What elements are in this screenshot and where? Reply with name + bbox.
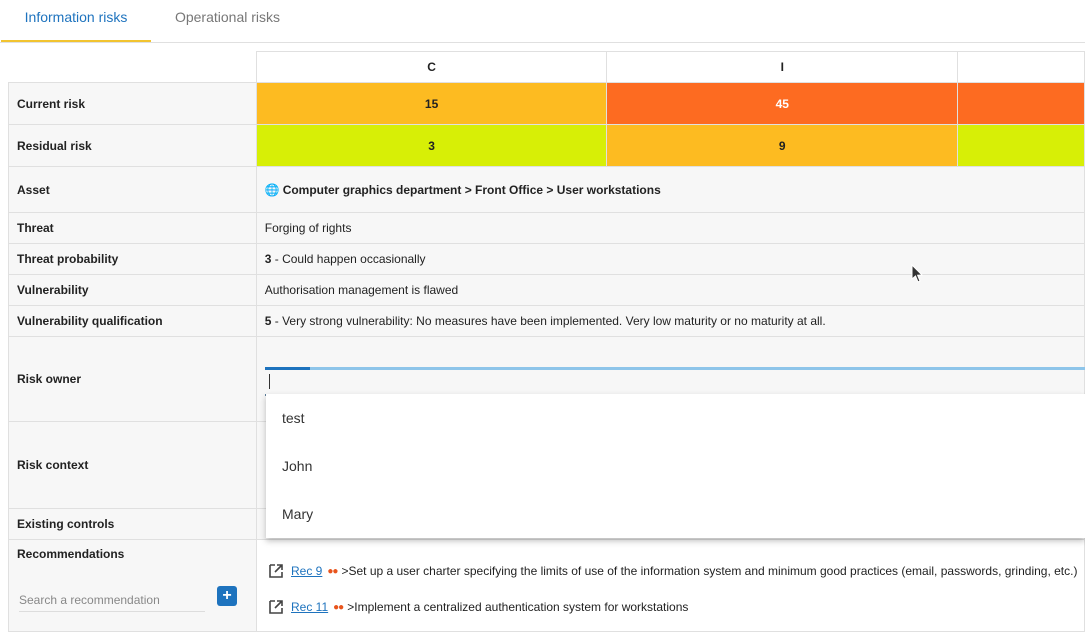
mouse-cursor-icon [911, 264, 925, 284]
risk-owner-label: Risk owner [9, 337, 257, 422]
recommendation-separator: > [341, 564, 349, 578]
residual-risk-label: Residual risk [9, 125, 257, 167]
recommendation-item [267, 598, 688, 616]
external-link-icon[interactable] [267, 562, 285, 580]
current-risk-c-value: 15 [256, 83, 607, 125]
column-header-i: I [607, 52, 958, 83]
recommendations-label-text: Recommendations [17, 547, 125, 561]
asset-value-cell [256, 167, 1084, 213]
threat-probability-label: Threat probability [9, 244, 257, 275]
owner-option-test[interactable]: test [282, 410, 305, 426]
current-risk-row [9, 83, 1085, 125]
residual-risk-row [9, 125, 1085, 167]
tab-operational-risks[interactable]: Operational risks [174, 9, 281, 25]
threat-probability-level: 3 [264, 252, 272, 266]
owner-option-john[interactable]: John [282, 458, 313, 474]
recommendation-link[interactable]: Rec 11 [291, 600, 329, 614]
current-risk-a-value [958, 83, 1085, 125]
text-caret [269, 374, 270, 389]
tab-bar [0, 0, 1085, 43]
recommendation-search [19, 583, 205, 612]
column-header-c: C [256, 52, 607, 83]
current-risk-i-value: 45 [607, 83, 958, 125]
input-loading-indicator [265, 367, 310, 370]
vulnerability-value: Authorisation management is flawed [256, 275, 1084, 306]
risk-owner-input[interactable] [265, 367, 1085, 396]
column-header-row [9, 52, 1085, 83]
recommendations-cell [256, 540, 1084, 632]
recommendation-link[interactable]: Rec 9 [291, 564, 323, 578]
plus-icon: + [222, 587, 232, 604]
recommendation-text: Set up a user charter specifying the limits of use of the information system and minimum good practices (email, passwords, grinding, etc.) [348, 564, 1078, 578]
add-recommendation-button[interactable] [217, 586, 237, 606]
existing-controls-label: Existing controls [9, 509, 257, 540]
threat-probability-value [256, 244, 1084, 275]
vulnerability-qualification-text: - Very strong vulnerability: No measures have been implemented. Very low maturity or no maturity at all. [271, 314, 826, 328]
vulnerability-label: Vulnerability [9, 275, 257, 306]
asset-label: Asset [9, 167, 257, 213]
asset-row [9, 167, 1085, 213]
importance-dots-icon: ●● [333, 601, 344, 613]
input-loading-track [265, 367, 1085, 370]
vulnerability-qualification-value [256, 306, 1084, 337]
recommendation-separator: > [347, 600, 355, 614]
asset-path: Computer graphics department > Front Office > User workstations [282, 182, 661, 197]
importance-dots-icon: ●● [327, 565, 338, 577]
globe-icon: 🌐 [264, 182, 280, 197]
column-header-a [958, 52, 1085, 83]
threat-value: Forging of rights [256, 213, 1084, 244]
residual-risk-a-value [958, 125, 1085, 167]
risk-table [8, 51, 1085, 632]
recommendation-item [267, 562, 1077, 580]
residual-risk-i-value: 9 [607, 125, 958, 167]
header-spacer [9, 52, 257, 83]
vulnerability-level: 5 [264, 314, 272, 328]
recommendation-text: Implement a centralized authentication system for workstations [354, 600, 689, 614]
vulnerability-qualification-row [9, 306, 1085, 337]
owner-option-mary[interactable]: Mary [282, 506, 314, 522]
threat-label: Threat [9, 213, 257, 244]
tab-information-risks[interactable]: Information risks [1, 0, 151, 42]
threat-probability-text: - Could happen occasionally [271, 252, 426, 266]
residual-risk-c-value: 3 [256, 125, 607, 167]
external-link-icon[interactable] [267, 598, 285, 616]
threat-row [9, 213, 1085, 244]
risk-owner-dropdown [266, 394, 1085, 538]
vulnerability-qualification-label: Vulnerability qualification [9, 306, 257, 337]
risk-context-label: Risk context [9, 422, 257, 509]
current-risk-label: Current risk [9, 83, 257, 125]
recommendation-search-input[interactable] [19, 583, 199, 607]
